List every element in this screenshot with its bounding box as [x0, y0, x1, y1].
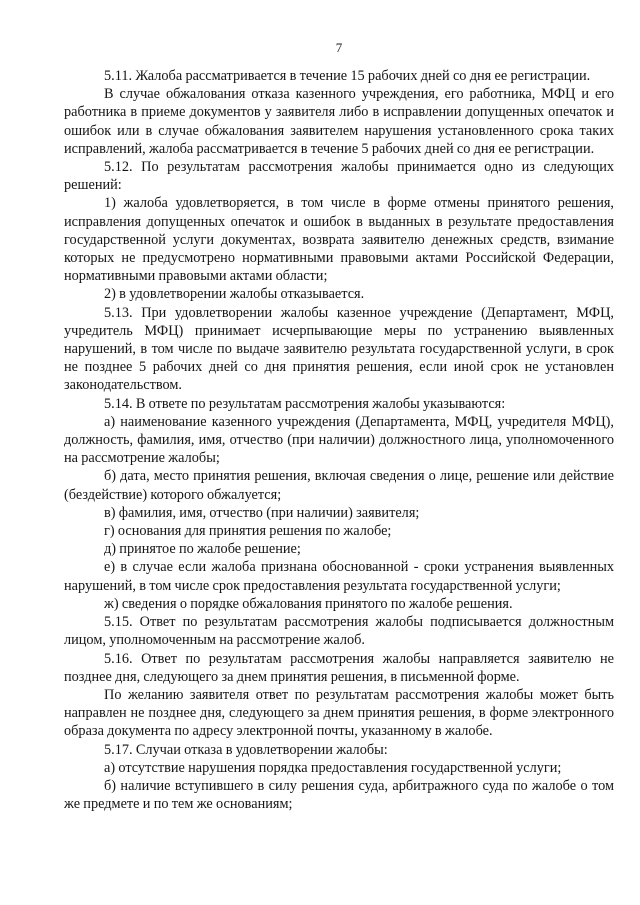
paragraph-5-11-refusal: В случае обжалования отказа казенного учреждения, его работника, МФЦ и его работника в приеме документов у заявителя либо в исправлении допущенных опечаток и ошибок или в случае обжалования заявителем нарушения установленного срока таких исправлений, жалоба рассматривается в течение 5 рабочих дней со дня ее регистрации. [64, 86, 614, 157]
paragraph-5-16: 5.16. Ответ по результатам рассмотрения жалобы направляется заявителю не позднее дня, следующего за днем принятия решения, в письменной форме. [64, 650, 614, 685]
paragraph-5-12-item-2: 2) в удовлетворении жалобы отказывается. [104, 286, 365, 303]
paragraph-5-11: 5.11. Жалоба рассматривается в течение 15 рабочих дней со дня ее регистрации. [104, 68, 591, 84]
page-number: 7 [335, 40, 343, 55]
paragraph-5-14-item-g: г) основания для принятия решения по жалобе; [104, 523, 392, 540]
paragraph-5-14: 5.14. В ответе по результатам рассмотрения жалобы указываются: [104, 395, 506, 412]
paragraph-5-14-item-v: в) фамилия, имя, отчество (при наличии) заявителя; [104, 504, 420, 521]
paragraph-5-14-item-zh: ж) сведения о порядке обжалования принятого по жалобе решения. [104, 595, 513, 612]
paragraph-5-12-item-1: 1) жалоба удовлетворяется, в том числе в форме отмены принятого решения, исправления допущенных опечаток и ошибок в выданных в результате предоставления государственной услуги документах, возврата заявителю денежных средств, взимание которых не предусмотрено нормативными правовыми актами Российской Федерации, нормативными правовыми актами области; [64, 195, 614, 285]
paragraph-5-17: 5.17. Случаи отказа в удовлетворении жалобы: [104, 741, 388, 758]
paragraph-5-17-item-a: а) отсутствие нарушения порядка предоставления государственной услуги; [104, 759, 562, 776]
paragraph-5-17-item-b: б) наличие вступившего в силу решения суда, арбитражного суда по жалобе о том же предмете и по тем же основаниям; [64, 777, 614, 813]
paragraph-5-14-item-b: б) дата, место принятия решения, включая сведения о лице, решение или действие (бездействие) которого обжалуется; [64, 468, 614, 503]
paragraph-5-14-item-a: а) наименование казенного учреждения (Департамента, МФЦ, учредителя МФЦ), должность, фамилия, имя, отчество (при наличии) должностного лица, уполномоченного на рассмотрение жалобы; [64, 413, 614, 467]
paragraph-5-15: 5.15. Ответ по результатам рассмотрения жалобы подписывается должностным лицом, уполномоченным на рассмотрение жалоб. [64, 614, 614, 649]
paragraph-5-13: 5.13. При удовлетворении жалобы казенное учреждение (Департамент, МФЦ, учредитель МФЦ) принимает исчерпывающие меры по устранению выявленных нарушений, в том числе по выдаче заявителю результата государственной услуги, в срок не позднее 5 рабочих дней со дня принятия решения, если иной срок не установлен законодательством. [64, 304, 614, 394]
paragraph-5-12: 5.12. По результатам рассмотрения жалобы принимается одно из следующих решений: [64, 159, 614, 194]
paragraph-5-16-email: По желанию заявителя ответ по результатам рассмотрения жалобы может быть направлен не позднее дня, следующего за днем принятия решения, в форме электронного образа документа по адресу электронной почты, указанному в жалобе. [64, 686, 614, 740]
paragraph-5-14-item-d: д) принятое по жалобе решение; [104, 541, 301, 558]
paragraph-5-14-item-e: е) в случае если жалоба признана обоснованной - сроки устранения выявленных нарушений, в том числе срок предоставления результата государственной услуги; [64, 559, 614, 594]
